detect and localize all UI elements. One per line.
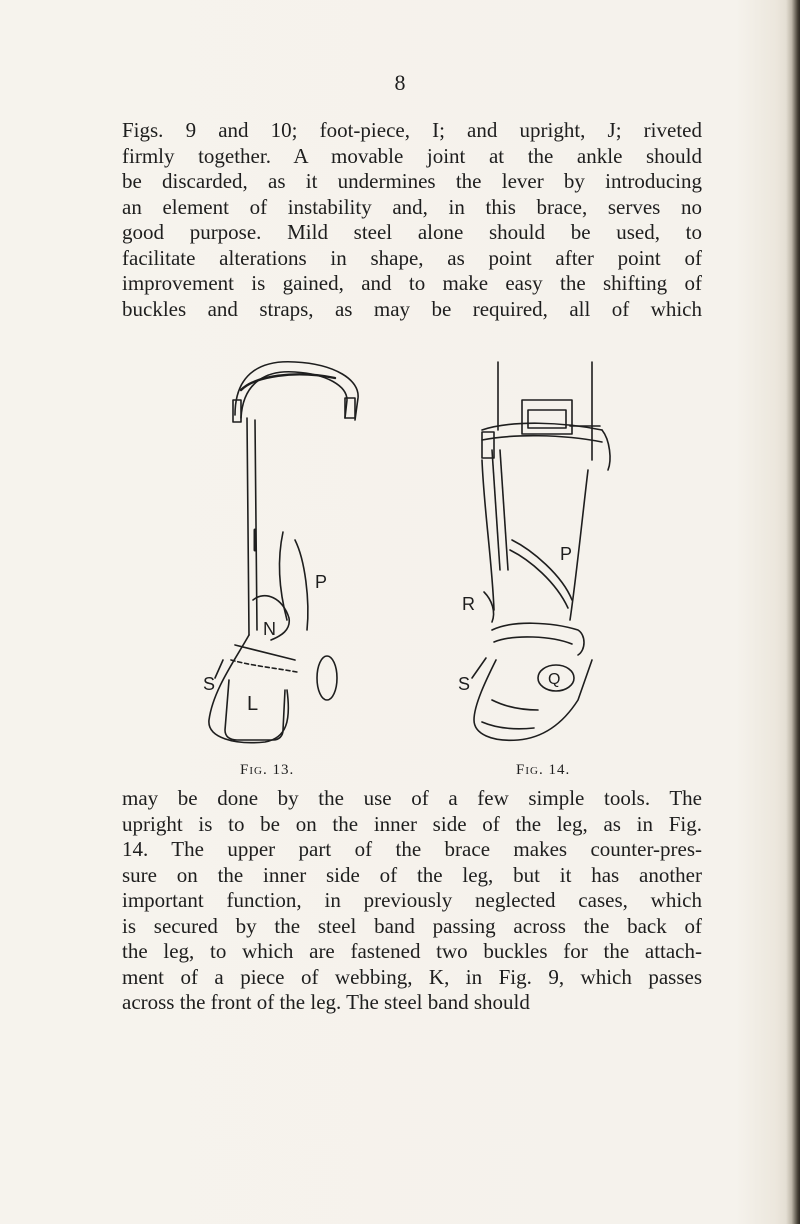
text-line: firmly together. A movable joint at the ankle should (122, 143, 702, 168)
figure-13-caption: Fig. 13. (240, 762, 295, 778)
figure-14-brace-drawing (452, 360, 642, 745)
page-number: 8 (394, 70, 406, 95)
text-line: may be done by the use of a few simple tools. The (122, 786, 702, 810)
page-edge-shadow (786, 0, 800, 1224)
text-line: ment of a piece of webbing, K, in Fig. 9, which passes (122, 964, 702, 989)
figure-13-brace-drawing (195, 360, 365, 745)
svg-text:L: L (247, 693, 259, 715)
text-line: the leg, to which are fastened two buckles for the attach- (122, 939, 702, 963)
text-line: is secured by the steel band passing across the back of (122, 913, 702, 938)
text-line: be discarded, as it undermines the lever by introducing (122, 169, 702, 193)
text-line: important function, in previously neglected cases, which (122, 888, 702, 912)
svg-text:N: N (263, 619, 276, 639)
label-r: R (462, 594, 475, 614)
label-s: S (203, 674, 216, 694)
paragraph-top (122, 118, 702, 322)
figure-14-caption: Fig. 14. (516, 762, 571, 778)
text-line: good purpose. Mild steel alone should be used, to (122, 220, 702, 244)
text-line: improvement is gained, and to make easy the shifting of (122, 271, 702, 295)
label-q: Q (548, 671, 561, 688)
text-line: Figs. 9 and 10; foot-piece, I; and upright, J; riveted (122, 118, 702, 142)
text-line: 14. The upper part of the brace makes counter-pres- (122, 837, 702, 861)
paragraph-bottom (122, 786, 702, 1016)
text-line: an element of instability and, in this brace, serves no (122, 194, 702, 219)
text-line: sure on the inner side of the leg, but it has another (122, 862, 702, 887)
label-s: S (458, 674, 471, 694)
label-p: P (315, 572, 328, 592)
text-line: buckles and straps, as may be required, all of which (122, 296, 702, 321)
text-line: facilitate alterations in shape, as point after point of (122, 245, 702, 270)
label-p: P (560, 544, 573, 564)
text-line: upright is to be on the inner side of the leg, as in Fig. (122, 811, 702, 836)
text-line: across the front of the leg. The steel band should (122, 990, 530, 1014)
